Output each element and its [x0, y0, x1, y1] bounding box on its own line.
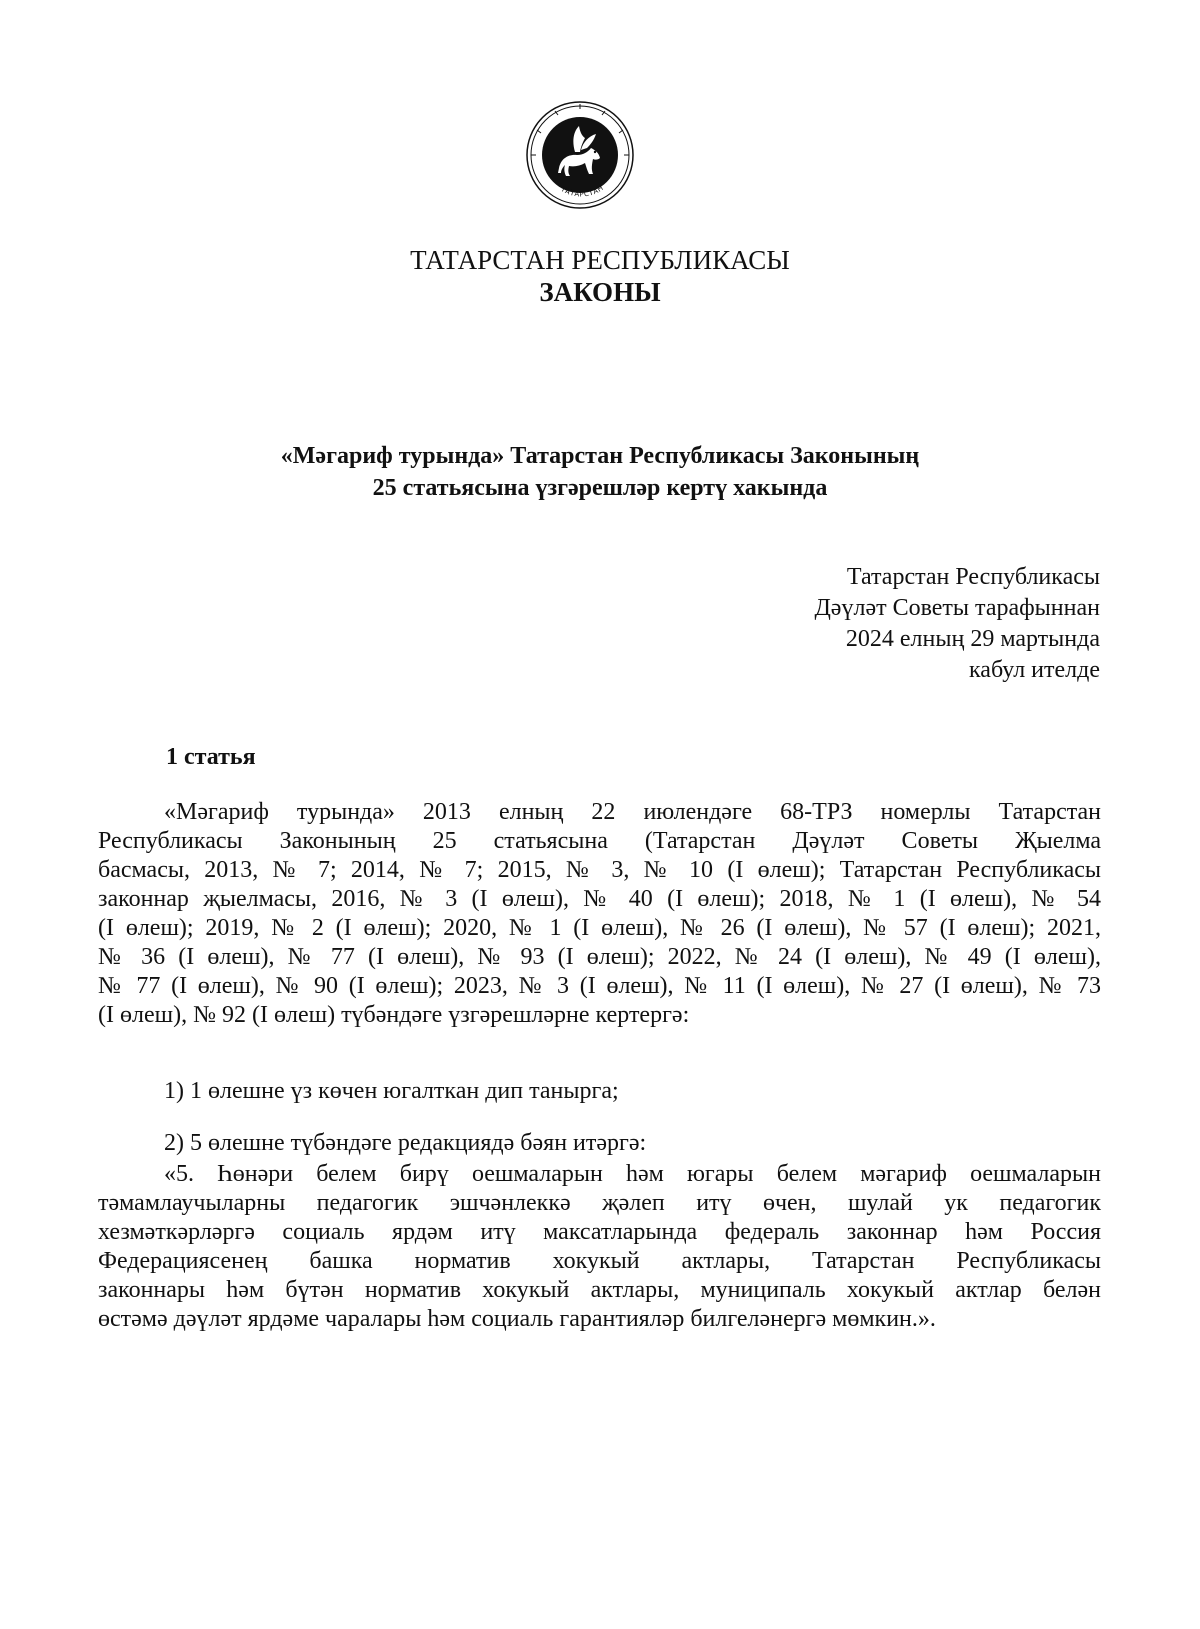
paragraph-line: законнары һәм бүтән норматив хокукый актлары, муниципаль хокукый актлар белән [98, 1277, 1101, 1303]
adoption-line-4: кабул ителде [969, 657, 1100, 683]
paragraph-line: (I өлеш), № 92 (I өлеш) түбәндәге үзгәрешләрне кертергә: [98, 1002, 690, 1028]
paragraph-line: № 36 (I өлеш), № 77 (I өлеш), № 93 (I өлеш); 2022, № 24 (I өлеш), № 49 (I өлеш), [98, 944, 1101, 970]
paragraph-line: Федерациясенең башка норматив хокукый актлары, Татарстан Республикасы [98, 1248, 1101, 1274]
coat-of-arms-emblem [525, 100, 635, 210]
paragraph-line: (I өлеш); 2019, № 2 (I өлеш); 2020, № 1 (I өлеш), № 26 (I өлеш), № 57 (I өлеш); 2021, [98, 915, 1101, 941]
law-title-line-2: 25 статьясына үзгәрешләр кертү хакында [372, 475, 828, 501]
adoption-line-2: Дәүләт Советы тарафыннан [814, 595, 1100, 621]
adoption-line-1: Татарстан Республикасы [846, 564, 1100, 590]
article-heading: 1 статья [166, 744, 256, 770]
article-intro-paragraph [98, 798, 1101, 1030]
list-item-1: 1) 1 өлешне үз көчен югалткан дип танырга; [164, 1078, 619, 1104]
paragraph-line: «Мәгариф турында» 2013 елның 22 июлендәге 68-ТРЗ номерлы Татарстан [164, 799, 1101, 825]
law-title [0, 440, 1200, 504]
list-item-2: 2) 5 өлешне түбәндәге редакциядә бәян итәргә: [164, 1130, 647, 1156]
paragraph-line: тәмамлаучыларны педагогик эшчәнлеккә җәлеп итү өчен, шулай ук педагогик [98, 1190, 1101, 1216]
paragraph-line: законнар җыелмасы, 2016, № 3 (I өлеш), № 40 (I өлеш); 2018, № 1 (I өлеш), № 54 [98, 886, 1101, 912]
adoption-note [814, 562, 1100, 686]
paragraph-line: № 77 (I өлеш), № 90 (I өлеш); 2023, № 3 (I өлеш), № 11 (I өлеш), № 27 (I өлеш), № 73 [98, 973, 1101, 999]
republic-heading: ТАТАРСТАН РЕСПУБЛИКАСЫ [410, 245, 790, 275]
paragraph-line: басмасы, 2013, № 7; 2014, № 7; 2015, № 3, № 10 (I өлеш); Татарстан Республикасы [98, 857, 1101, 883]
law-heading: ЗАКОНЫ [539, 277, 661, 307]
paragraph-line: «5. Һөнәри белем бирү оешмаларын һәм югары белем мәгариф оешмаларын [164, 1161, 1101, 1187]
paragraph-line: хезмәткәрләргә социаль ярдәм итү максатларында федераль законнар һәм Россия [98, 1219, 1101, 1245]
adoption-line-3: 2024 елның 29 мартында [845, 626, 1100, 652]
law-title-line-1: «Мәгариф турында» Татарстан Республикасы Законының [280, 443, 920, 469]
paragraph-line: өстәмә дәүләт ярдәме чаралары һәм социаль гарантияләр билгеләнергә мөмкин.». [98, 1306, 936, 1332]
paragraph-line: Республикасы Законының 25 статьясына (Татарстан Дәүләт Советы Җыелма [98, 828, 1101, 854]
emblem-arc-text: ТАТАРСТАН [559, 183, 606, 199]
quoted-amendment-paragraph [98, 1160, 1101, 1334]
